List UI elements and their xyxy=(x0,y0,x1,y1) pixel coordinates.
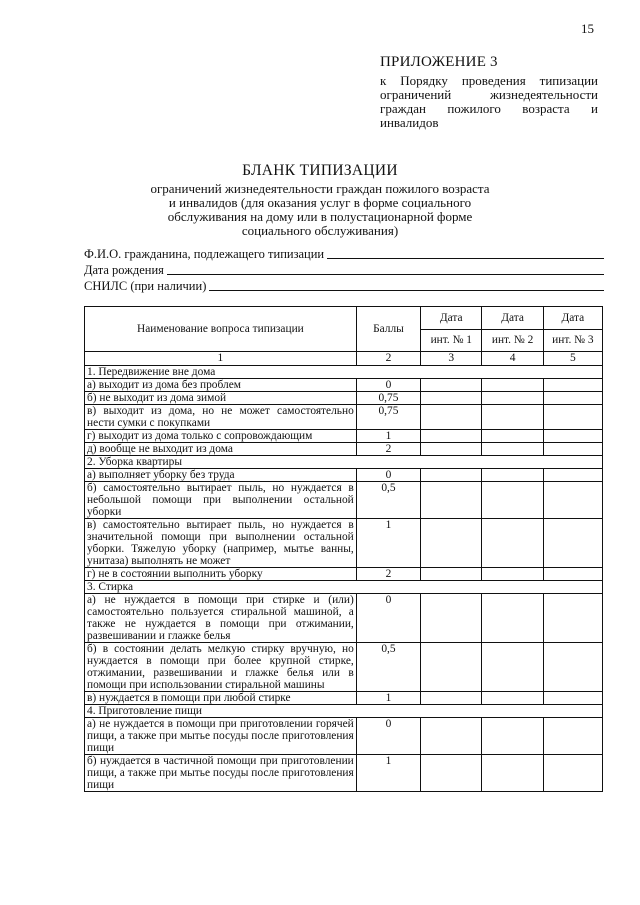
snils-label: СНИЛС (при наличии) xyxy=(84,279,207,293)
personal-fields xyxy=(84,246,604,294)
interview-cell[interactable] xyxy=(482,469,543,482)
birthdate-field[interactable] xyxy=(84,262,604,278)
fio-field[interactable] xyxy=(84,246,604,262)
fio-label: Ф.И.О. гражданина, подлежащего типизации xyxy=(84,247,325,261)
column-number: 1 xyxy=(85,352,357,366)
section-row xyxy=(85,705,603,718)
score-value: 0 xyxy=(356,594,420,643)
interview-cell[interactable] xyxy=(543,755,602,792)
form-subtitle-line: и инвалидов (для оказания услуг в форме социального xyxy=(168,195,472,210)
interview-cell[interactable] xyxy=(421,405,482,430)
section-row xyxy=(85,581,603,594)
snils-field[interactable] xyxy=(84,278,604,294)
interview-cell[interactable] xyxy=(421,443,482,456)
score-value: 1 xyxy=(356,692,420,705)
question-text: а) выходит из дома без проблем xyxy=(85,379,357,392)
question-text: а) не нуждается в помощи при приготовлении горячей пищи, а также при мытье посуды после приготовления пищи xyxy=(85,718,357,755)
interview-cell[interactable] xyxy=(543,469,602,482)
interview-cell[interactable] xyxy=(482,594,543,643)
interview-cell[interactable] xyxy=(421,568,482,581)
interview-header: инт. № 3 xyxy=(543,329,602,352)
section-title: 2. Уборка квартиры xyxy=(85,456,603,469)
score-value: 0,75 xyxy=(356,405,420,430)
question-row xyxy=(85,469,603,482)
interview-cell[interactable] xyxy=(543,568,602,581)
interview-cell[interactable] xyxy=(543,405,602,430)
interview-cell[interactable] xyxy=(543,430,602,443)
interview-cell[interactable] xyxy=(421,392,482,405)
header-row xyxy=(85,307,603,330)
date-header: Дата xyxy=(543,307,602,330)
question-text: д) вообще не выходит из дома xyxy=(85,443,357,456)
interview-header: инт. № 1 xyxy=(421,329,482,352)
question-text: в) выходит из дома, но не может самостоятельно нести сумки с покупками xyxy=(85,405,357,430)
date-header: Дата xyxy=(482,307,543,330)
interview-cell[interactable] xyxy=(421,519,482,568)
score-value: 1 xyxy=(356,430,420,443)
question-row xyxy=(85,443,603,456)
question-header: Наименование вопроса типизации xyxy=(85,307,357,352)
appendix-subtitle: к Порядку проведения типизации ограничений жизнедеятельности граждан пожилого возраста и инвалидов xyxy=(380,73,598,130)
question-row xyxy=(85,392,603,405)
interview-cell[interactable] xyxy=(482,519,543,568)
question-text: б) самостоятельно вытирает пыль, но нуждается в небольшой помощи при выполнении остальной уборки xyxy=(85,482,357,519)
section-title: 3. Стирка xyxy=(85,581,603,594)
interview-header: инт. № 2 xyxy=(482,329,543,352)
interview-cell[interactable] xyxy=(543,482,602,519)
interview-cell[interactable] xyxy=(482,379,543,392)
score-value: 1 xyxy=(356,519,420,568)
question-text: в) нуждается в помощи при любой стирке xyxy=(85,692,357,705)
interview-cell[interactable] xyxy=(482,443,543,456)
interview-cell[interactable] xyxy=(543,643,602,692)
interview-cell[interactable] xyxy=(421,692,482,705)
column-number-row xyxy=(85,352,603,366)
fio-line[interactable] xyxy=(327,247,604,259)
appendix-title: ПРИЛОЖЕНИЕ 3 xyxy=(380,54,498,70)
section-title: 1. Передвижение вне дома xyxy=(85,366,603,379)
question-text: г) выходит из дома только с сопровождающим xyxy=(85,430,357,443)
score-value: 0 xyxy=(356,718,420,755)
interview-cell[interactable] xyxy=(543,692,602,705)
question-row xyxy=(85,643,603,692)
interview-cell[interactable] xyxy=(421,755,482,792)
interview-cell[interactable] xyxy=(421,430,482,443)
question-text: а) выполняет уборку без труда xyxy=(85,469,357,482)
question-text: в) самостоятельно вытирает пыль, но нуждается в значительной помощи при выполнении остальной уборки. Тяжелую уборку (например, мытье ванны, унитаза) выполнять не может xyxy=(85,519,357,568)
interview-cell[interactable] xyxy=(482,755,543,792)
question-row xyxy=(85,568,603,581)
interview-cell[interactable] xyxy=(421,482,482,519)
question-text: б) нуждается в частичной помощи при приготовлении пищи, а также при мытье посуды после приготовления пищи xyxy=(85,755,357,792)
interview-cell[interactable] xyxy=(543,594,602,643)
interview-cell[interactable] xyxy=(543,718,602,755)
interview-cell[interactable] xyxy=(421,379,482,392)
column-number: 4 xyxy=(482,352,543,366)
interview-cell[interactable] xyxy=(482,643,543,692)
question-row xyxy=(85,379,603,392)
question-row xyxy=(85,430,603,443)
interview-cell[interactable] xyxy=(543,519,602,568)
appendix-block xyxy=(380,54,598,130)
score-value: 2 xyxy=(356,568,420,581)
score-header: Баллы xyxy=(356,307,420,352)
score-value: 0 xyxy=(356,379,420,392)
form-subtitle-line: ограничений жизнедеятельности граждан пожилого возраста xyxy=(150,181,490,196)
interview-cell[interactable] xyxy=(421,718,482,755)
page-number: 15 xyxy=(581,21,594,36)
interview-cell[interactable] xyxy=(421,594,482,643)
form-heading xyxy=(0,162,640,238)
interview-cell[interactable] xyxy=(482,568,543,581)
interview-cell[interactable] xyxy=(482,718,543,755)
form-subtitle-line: обслуживания на дому или в полустационарной форме xyxy=(167,209,473,224)
question-text: г) не в состоянии выполнить уборку xyxy=(85,568,357,581)
date-header: Дата xyxy=(421,307,482,330)
score-value: 0,5 xyxy=(356,643,420,692)
score-value: 0 xyxy=(356,469,420,482)
form-subtitle-line: социального обслуживания) xyxy=(241,223,399,238)
question-row xyxy=(85,594,603,643)
question-text: б) не выходит из дома зимой xyxy=(85,392,357,405)
birthdate-label: Дата рождения xyxy=(84,263,164,277)
interview-cell[interactable] xyxy=(482,692,543,705)
score-value: 0,5 xyxy=(356,482,420,519)
snils-line[interactable] xyxy=(209,279,604,291)
section-row xyxy=(85,366,603,379)
interview-cell[interactable] xyxy=(421,469,482,482)
birthdate-line[interactable] xyxy=(167,263,604,275)
score-value: 0,75 xyxy=(356,392,420,405)
interview-cell[interactable] xyxy=(482,430,543,443)
interview-cell[interactable] xyxy=(482,405,543,430)
form-title: БЛАНК ТИПИЗАЦИИ xyxy=(242,162,398,179)
score-value: 1 xyxy=(356,755,420,792)
column-number: 3 xyxy=(421,352,482,366)
question-row xyxy=(85,405,603,430)
column-number: 2 xyxy=(356,352,420,366)
section-row xyxy=(85,456,603,469)
table-body xyxy=(85,366,603,792)
question-row xyxy=(85,519,603,568)
question-row xyxy=(85,718,603,755)
interview-cell[interactable] xyxy=(482,482,543,519)
question-row xyxy=(85,692,603,705)
question-row xyxy=(85,482,603,519)
question-text: а) не нуждается в помощи при стирке и (или) самостоятельно пользуется стиральной машиной, а также не нуждается в помощи при отжимании, развешивании и глажке белья xyxy=(85,594,357,643)
question-text: б) в состоянии делать мелкую стирку вручную, но нуждается в помощи при более крупной стирке, отжимании, развешивании и глажке белья или в помощи при использовании стиральной машины xyxy=(85,643,357,692)
typization-table xyxy=(84,306,603,792)
form-subtitle xyxy=(0,182,640,238)
interview-cell[interactable] xyxy=(543,379,602,392)
score-value: 2 xyxy=(356,443,420,456)
interview-cell[interactable] xyxy=(543,443,602,456)
section-title: 4. Приготовление пищи xyxy=(85,705,603,718)
interview-cell[interactable] xyxy=(543,392,602,405)
question-row xyxy=(85,755,603,792)
interview-cell[interactable] xyxy=(482,392,543,405)
column-number: 5 xyxy=(543,352,602,366)
interview-cell[interactable] xyxy=(421,643,482,692)
